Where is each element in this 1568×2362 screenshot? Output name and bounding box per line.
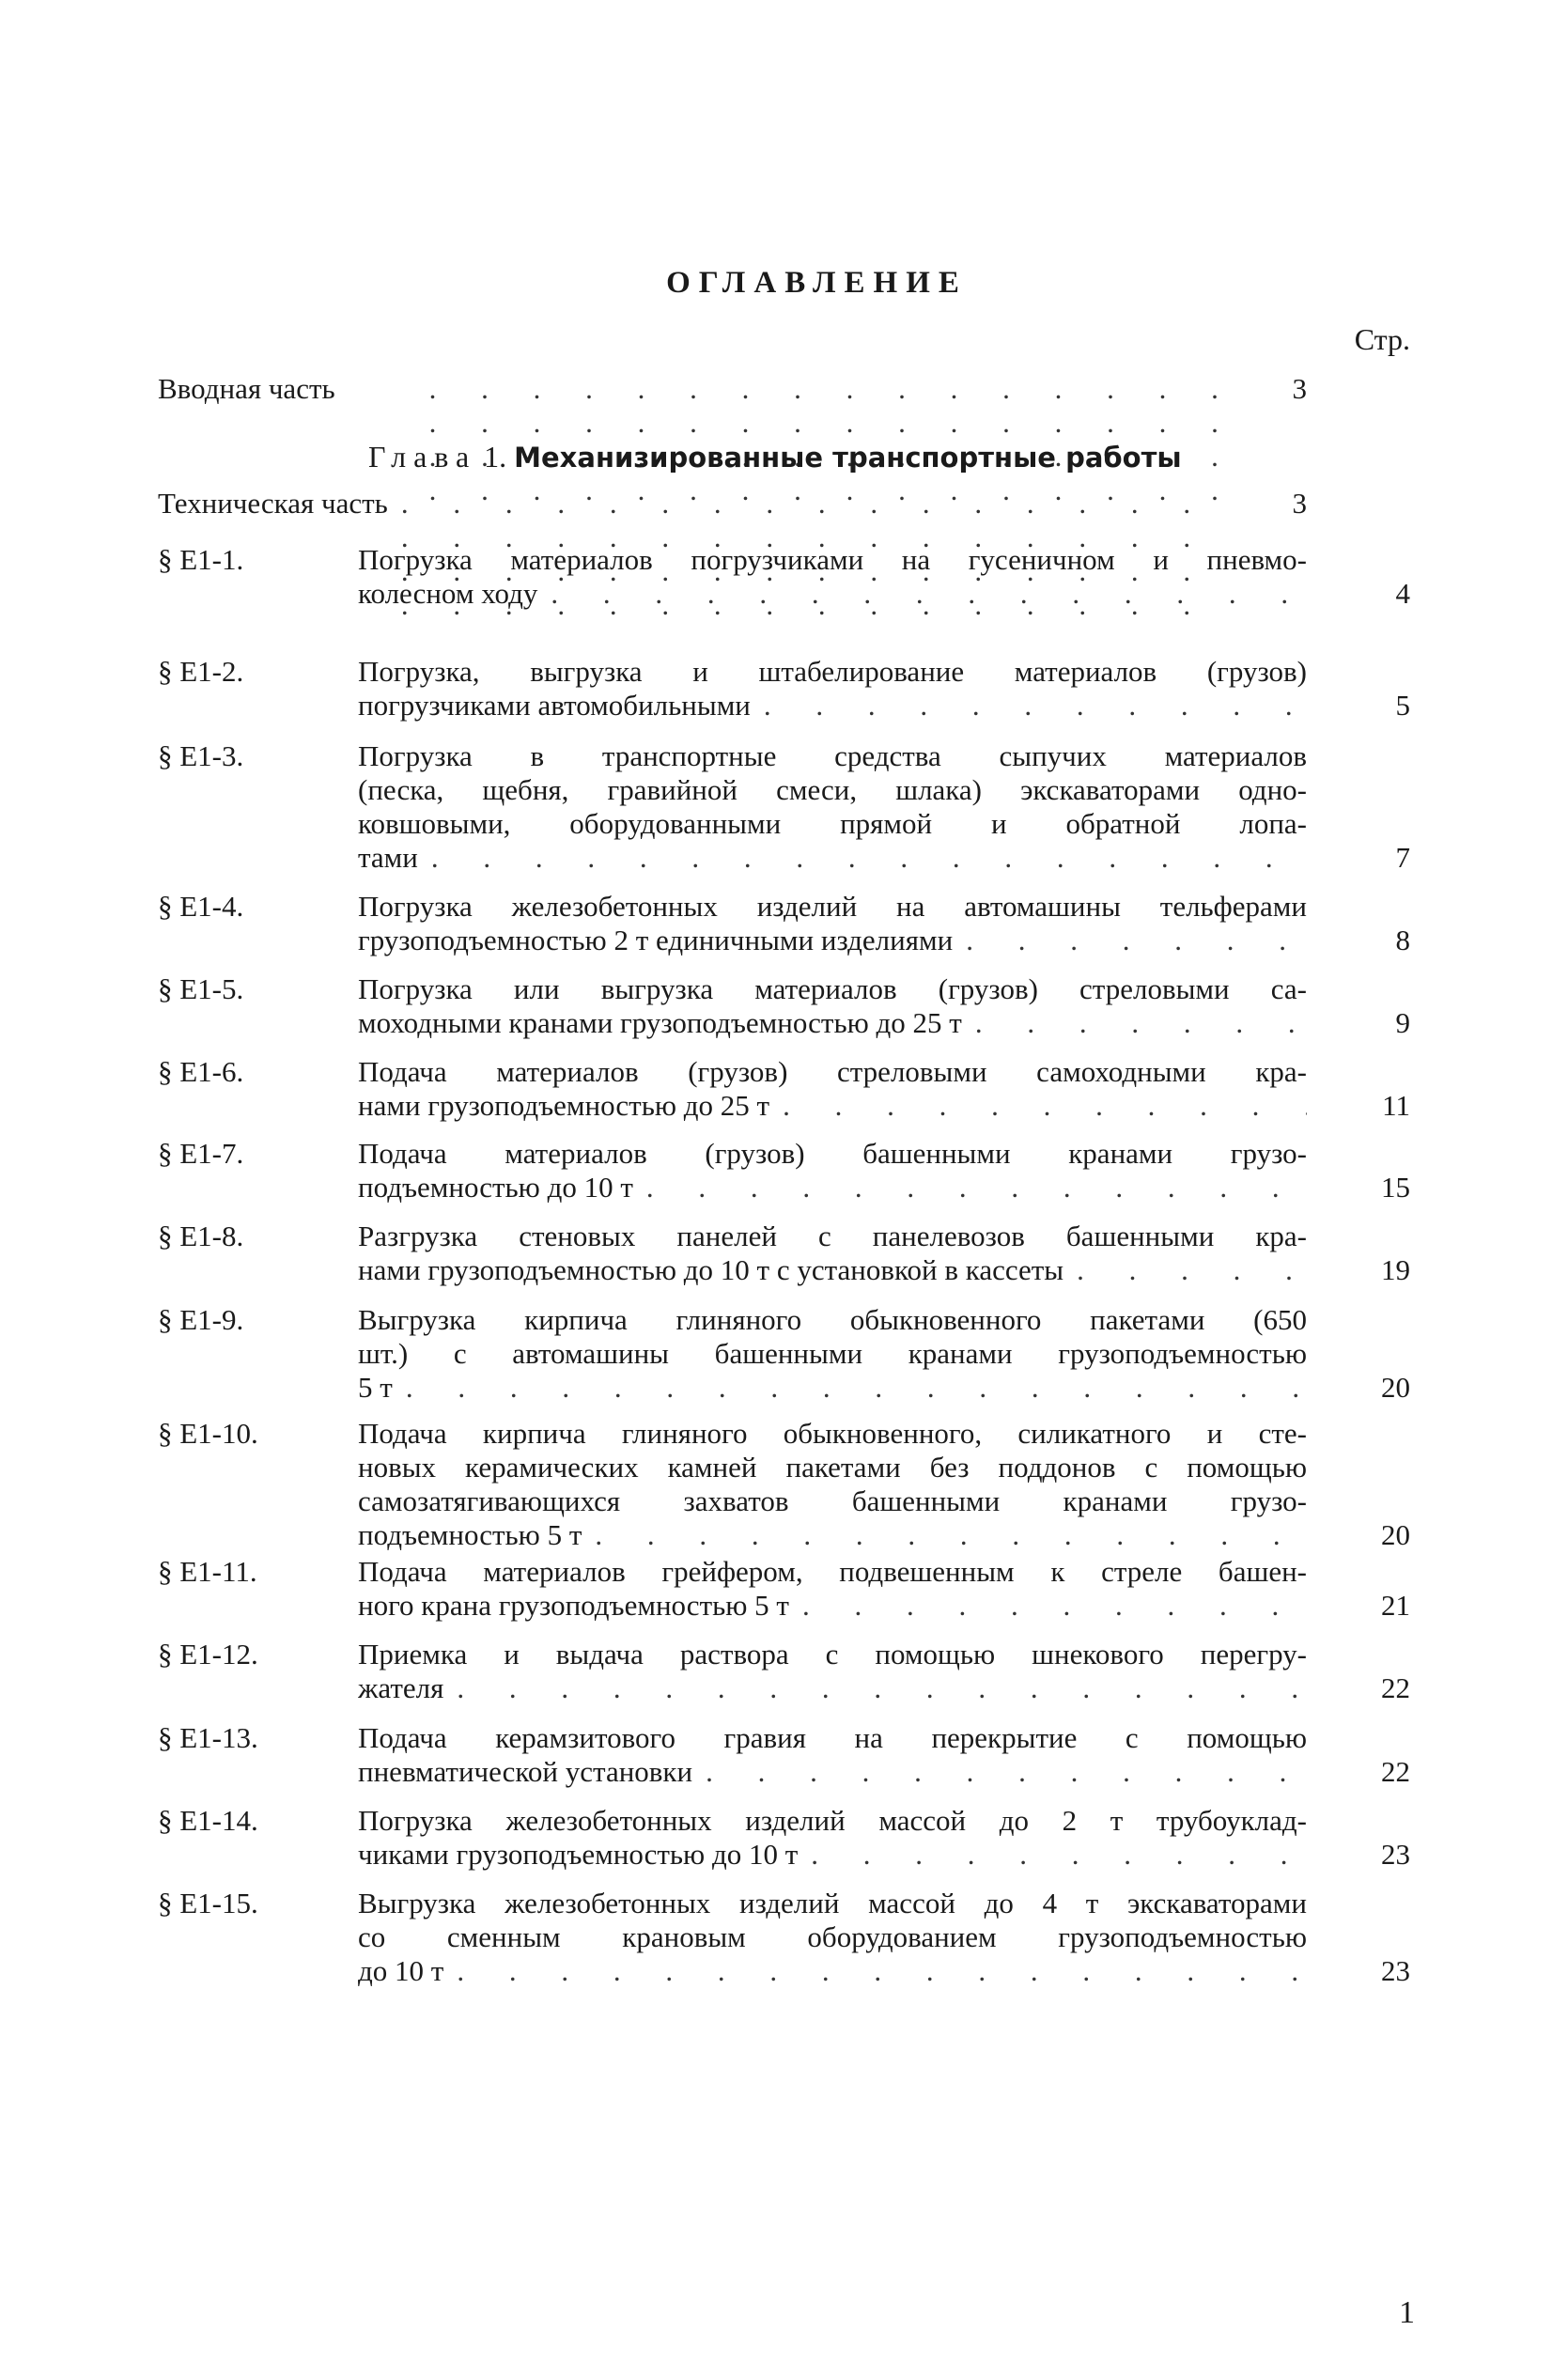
entry-title-line: Подача кирпича глиняного обыкновенного, силикатного и сте- bbox=[358, 1417, 1307, 1450]
entry-title-text: колесном ходу bbox=[358, 577, 538, 610]
entry-title bbox=[358, 1137, 1307, 1204]
entry-title-text: пневматической установки bbox=[358, 1755, 693, 1788]
entry-number: § Е1-10. bbox=[158, 1417, 258, 1450]
leader-dots bbox=[764, 689, 1307, 723]
chapter-prefix: Глава bbox=[368, 440, 477, 474]
leader-dots bbox=[975, 1006, 1307, 1040]
entry-title-text: подъемностью до 10 т bbox=[358, 1171, 633, 1204]
entry-number: § Е1-13. bbox=[158, 1721, 258, 1754]
leader-dots bbox=[802, 1589, 1307, 1623]
intro-page: 3 bbox=[1292, 372, 1307, 405]
entry-title bbox=[358, 739, 1307, 875]
entry-title-text: нами грузоподъемностью до 25 т bbox=[358, 1089, 770, 1122]
entry-title-line bbox=[358, 1755, 1307, 1789]
entry-title-line: (песка, щебня, гравийной смеси, шлака) экскаваторами одно- bbox=[358, 773, 1307, 806]
entry-title bbox=[358, 1804, 1307, 1872]
entry-page: 8 bbox=[1395, 924, 1410, 956]
leader-dots bbox=[431, 841, 1307, 875]
entry-title-line: Погрузка материалов погрузчиками на гусеничном и пневмо- bbox=[358, 543, 1307, 576]
entry-title-line: Подача материалов грейфером, подвешенным к стреле башен- bbox=[358, 1555, 1307, 1588]
entry-number: § Е1-5. bbox=[158, 972, 244, 1005]
entry-title-text: 5 т bbox=[358, 1371, 393, 1404]
entry-title-line bbox=[358, 689, 1307, 723]
entry-number: § Е1-2. bbox=[158, 655, 244, 688]
entry-title bbox=[358, 1220, 1307, 1287]
tech-label: Техническая часть bbox=[158, 487, 388, 520]
entry-title-line bbox=[358, 1253, 1307, 1287]
entry-title bbox=[358, 890, 1307, 957]
entry-title-line: самозатягивающихся захватов башенными кранами грузо- bbox=[358, 1484, 1307, 1517]
entry-title-line bbox=[358, 924, 1307, 957]
entry-title bbox=[358, 655, 1307, 723]
entry-page: 22 bbox=[1381, 1671, 1410, 1704]
entry-title-text: моходными кранами грузоподъемностью до 25 т bbox=[358, 1006, 962, 1039]
entry-number: § Е1-14. bbox=[158, 1804, 258, 1837]
entry-page: 11 bbox=[1382, 1089, 1410, 1122]
entry-title-line: Выгрузка кирпича глиняного обыкновенного пакетами (650 bbox=[358, 1303, 1307, 1336]
entry-title bbox=[358, 543, 1307, 611]
entry-number: § Е1-1. bbox=[158, 543, 244, 576]
leader-dots bbox=[1077, 1253, 1307, 1287]
entry-page: 4 bbox=[1395, 577, 1410, 610]
chapter-number: 1. bbox=[484, 440, 507, 474]
leader-dots bbox=[811, 1838, 1307, 1872]
entry-title-text: до 10 т bbox=[358, 1954, 444, 1987]
entry-title bbox=[358, 972, 1307, 1040]
entry-page: 20 bbox=[1381, 1518, 1410, 1551]
entry-title bbox=[358, 1721, 1307, 1789]
entry-title bbox=[358, 1555, 1307, 1623]
entry-title bbox=[358, 1055, 1307, 1123]
page-title: ОГЛАВЛЕНИЕ bbox=[666, 266, 968, 300]
entry-title-line bbox=[358, 1671, 1307, 1705]
entry-title-line bbox=[358, 1589, 1307, 1623]
entry-page: 15 bbox=[1381, 1171, 1410, 1204]
entry-title-line: Подача материалов (грузов) башенными кранами грузо- bbox=[358, 1137, 1307, 1170]
entry-title bbox=[358, 1303, 1307, 1405]
leader-dots bbox=[783, 1089, 1307, 1123]
entry-page: 22 bbox=[1381, 1755, 1410, 1788]
leader-dots bbox=[457, 1671, 1307, 1705]
entry-title-line bbox=[358, 1371, 1307, 1405]
leader-dots bbox=[457, 1954, 1307, 1988]
page-column-label: Стр. bbox=[1354, 322, 1410, 356]
entry-title-line: шт.) с автомашины башенными кранами грузоподъемностью bbox=[358, 1337, 1307, 1370]
entry-title-line: Выгрузка железобетонных изделий массой до 4 т экскаваторами bbox=[358, 1887, 1307, 1919]
entry-page: 9 bbox=[1395, 1006, 1410, 1039]
entry-title bbox=[358, 1887, 1307, 1988]
entry-page: 20 bbox=[1381, 1371, 1410, 1404]
entry-title-line bbox=[358, 1089, 1307, 1123]
entry-page: 23 bbox=[1381, 1954, 1410, 1987]
entry-number: § Е1-6. bbox=[158, 1055, 244, 1088]
entry-page: 23 bbox=[1381, 1838, 1410, 1871]
entry-page: 7 bbox=[1395, 841, 1410, 874]
leader-dots bbox=[406, 1371, 1307, 1405]
entry-title-line bbox=[358, 1954, 1307, 1988]
leader-dots bbox=[706, 1755, 1307, 1789]
entry-title-text: жателя bbox=[358, 1671, 444, 1704]
entry-title-line: Погрузка железобетонных изделий массой до 2 т трубоуклад- bbox=[358, 1804, 1307, 1837]
entry-title-line bbox=[358, 1518, 1307, 1552]
entry-title-line: ковшовыми, оборудованными прямой и обратной лопа- bbox=[358, 807, 1307, 840]
entry-title-text: подъемностью 5 т bbox=[358, 1518, 582, 1551]
entry-number: § Е1-15. bbox=[158, 1887, 258, 1919]
entry-number: § Е1-12. bbox=[158, 1638, 258, 1670]
entry-title-line bbox=[358, 577, 1307, 611]
entry-title-line: Приемка и выдача раствора с помощью шнекового перегру- bbox=[358, 1638, 1307, 1670]
leader-dots bbox=[595, 1518, 1307, 1552]
entry-number: § Е1-8. bbox=[158, 1220, 244, 1252]
entry-title-line bbox=[358, 1171, 1307, 1204]
entry-title-text: нами грузоподъемностью до 10 т с установкой в кассеты bbox=[358, 1253, 1064, 1286]
entry-title-line: Погрузка или выгрузка материалов (грузов) стреловыми са- bbox=[358, 972, 1307, 1005]
leader-dots bbox=[966, 924, 1307, 957]
entry-title-line: Погрузка в транспортные средства сыпучих материалов bbox=[358, 739, 1307, 772]
entry-number: § Е1-7. bbox=[158, 1137, 244, 1170]
entry-page: 21 bbox=[1381, 1589, 1410, 1622]
entry-page: 19 bbox=[1381, 1253, 1410, 1286]
entry-title-text: ного крана грузоподъемностью 5 т bbox=[358, 1589, 789, 1622]
chapter-title: Механизированные транспортные работы bbox=[514, 442, 1182, 474]
entry-title-line: со сменным крановым оборудованием грузоподъемностью bbox=[358, 1920, 1307, 1953]
intro-label: Вводная часть bbox=[158, 372, 335, 405]
entry-title-line: Погрузка железобетонных изделий на автомашины тельферами bbox=[358, 890, 1307, 923]
entry-title-text: погрузчиками автомобильными bbox=[358, 689, 751, 722]
entry-page: 5 bbox=[1395, 689, 1410, 722]
entry-number: § Е1-11. bbox=[158, 1555, 257, 1588]
entry-title-line bbox=[358, 1006, 1307, 1040]
entry-title-line: Разгрузка стеновых панелей с панелевозов башенными кра- bbox=[358, 1220, 1307, 1252]
entry-number: § Е1-4. bbox=[158, 890, 244, 923]
entry-title bbox=[358, 1638, 1307, 1705]
entry-title-line bbox=[358, 1838, 1307, 1872]
page-folio: 1 bbox=[1399, 2295, 1415, 2330]
entry-title-text: чиками грузоподъемностью до 10 т bbox=[358, 1838, 799, 1871]
chapter-heading bbox=[368, 440, 1182, 474]
tech-page: 3 bbox=[1292, 487, 1307, 520]
entry-title-line: Погрузка, выгрузка и штабелирование материалов (грузов) bbox=[358, 655, 1307, 688]
entry-title-text: грузоподъемностью 2 т единичными изделиями bbox=[358, 924, 954, 956]
entry-number: § Е1-3. bbox=[158, 739, 244, 772]
entry-title-line bbox=[358, 841, 1307, 875]
entry-title-line: новых керамических камней пакетами без поддонов с помощью bbox=[358, 1451, 1307, 1484]
entry-number: § Е1-9. bbox=[158, 1303, 244, 1336]
entry-title-line: Подача материалов (грузов) стреловыми самоходными кра- bbox=[358, 1055, 1307, 1088]
entry-title-line: Подача керамзитового гравия на перекрытие с помощью bbox=[358, 1721, 1307, 1754]
entry-title-text: тами bbox=[358, 841, 418, 874]
entry-title bbox=[358, 1417, 1307, 1552]
leader-dots bbox=[646, 1171, 1307, 1204]
leader-dots bbox=[551, 577, 1307, 611]
